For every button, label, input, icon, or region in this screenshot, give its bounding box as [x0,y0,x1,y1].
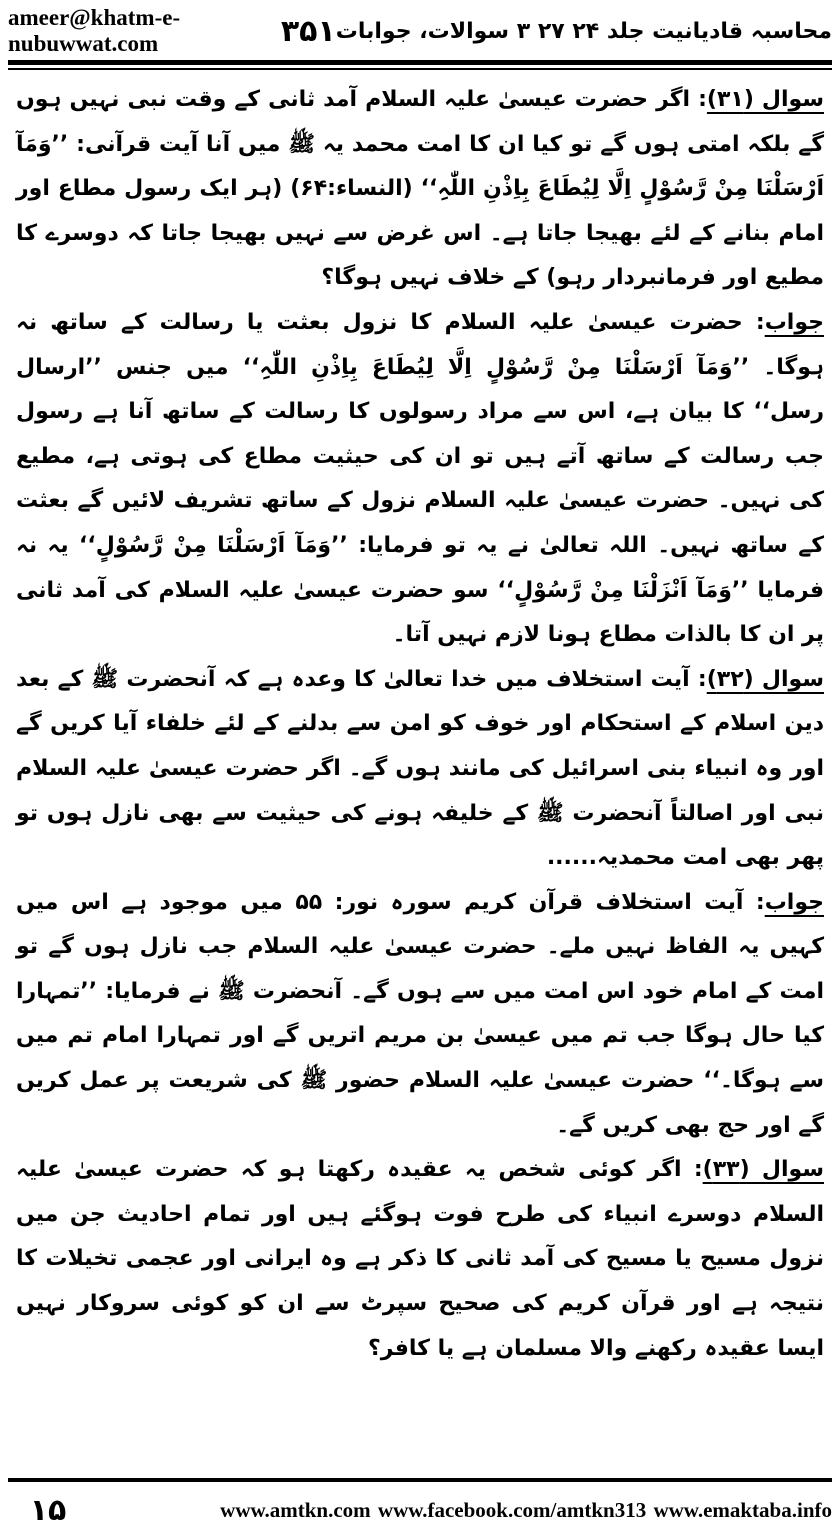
answer-text: : حضرت عیسیٰ علیہ السلام کا نزول بعثت یا رسالت کے ساتھ نہ ہوگا۔ ’’وَمَآ اَرْسَلْنَا مِنْ رَّسُوْلٍ اِلَّا لِیُطَاعَ بِاِذْنِ اللّٰہِ‘‘ میں جنس ’’ارسال رسل‘‘ کا بیان ہے، اس سے مراد رسولوں کا رسالت کے ساتھ آنا ہے رسول جب رسالت کے ساتھ آتے ہیں تو ان کی حیثیت مطاع کی ہوتی ہے، مطیع کی نہیں۔ حضرت عیسیٰ علیہ السلام نزول کے ساتھ تشریف لائیں گے بعثت کے ساتھ نہیں۔ اللہ تعالیٰ نے یہ تو فرمایا: ’’وَمَآ اَرْسَلْنَا مِنْ رَّسُوْلٍ‘‘ یہ نہ فرمایا ’’وَمَآ اَنْزَلْنَا مِنْ رَّسُوْلٍ‘‘ سو حضرت عیسیٰ علیہ السلام کی آمد ثانی پر ان کا بالذات مطاع ہونا لازم نہیں آتا۔ [16,309,824,648]
page-body [16,78,824,1371]
question-text: : آیت استخلاف میں خدا تعالیٰ کا وعدہ ہے کہ آنحضرت ﷺ کے بعد دین اسلام کے استحکام اور خوف کو امن سے بدلنے کے لئے خلفاء آیا کریں گے اور وہ انبیاء بنی اسرائیل کی مانند ہوں گے۔ اگر حضرت عیسیٰ علیہ السلام نبی اور اصالتاً آنحضرت ﷺ کے خلیفہ ہونے کی حیثیت سے بھی نازل ہوں تو پھر بھی امت محمدیہ...... [16,666,824,871]
question-32 [16,658,824,881]
answer-text: : آیت استخلاف قرآن کریم سورہ نور: ۵۵ میں موجود ہے اس میں کہیں یہ الفاظ نہیں ملے۔ حضرت عیسیٰ علیہ السلام جب نازل ہوں گے تو امت کے امام خود اس امت میں سے ہوں گے۔ آنحضرت ﷺ نے فرمایا: ’’تمہارا کیا حال ہوگا جب تم میں عیسیٰ بن مریم اتریں گے اور تمہارا امام تم میں سے ہوگا۔‘‘ حضرت عیسیٰ علیہ السلام حضور ﷺ کی شریعت پر عمل کریں گے اور حج بھی کریں گے۔ [16,889,824,1138]
question-text: : اگر حضرت عیسیٰ علیہ السلام آمد ثانی کے وقت نبی نہیں ہوں گے بلکہ امتی ہوں گے تو کیا ان کا امت محمد یہ ﷺ میں آنا آیت قرآنی: ’’وَمَآ اَرْسَلْنَا مِنْ رَّسُوْلٍ اِلَّا لِیُطَاعَ بِاِذْنِ اللّٰہِ‘‘ (النساء:۶۴) (ہر ایک رسول مطاع اور امام بنانے کے لئے بھیجا جاتا ہے۔ اس غرض سے نہیں بھیجا جاتا کہ دوسرے کا مطیع اور فرمانبردار رہو) کے خلاف نہیں ہوگا؟ [16,87,824,291]
answer-label: جواب [764,309,824,335]
answer-32 [16,881,824,1149]
footer-links[interactable]: www.amtkn.com www.facebook.com/amtkn313 www.emaktaba.info [220,1497,832,1522]
footer-page-number: ۱۵ [29,1492,67,1528]
header-book-title: محاسبہ قادیانیت جلد ۲۴ ۲۷ ۳ سوالات، جوابات [335,18,832,44]
question-31 [16,78,824,301]
header-rule-thick [8,60,832,65]
header-rule-thin [8,68,832,70]
page-footer [8,1488,832,1532]
question-label: سوال (۳۱) [706,87,824,112]
header-page-number: ۳۵۱ [280,13,336,49]
question-label: سوال (۳۳) [702,1157,824,1183]
question-text: : اگر کوئی شخص یہ عقیدہ رکھتا ہو کہ حضرت عیسیٰ علیہ السلام دوسرے انبیاء کی طرح فوت ہوگئے ہیں اور تمام احادیث جن میں نزول مسیح یا مسیح کی آمد ثانی کا ذکر ہے وہ ایرانی اور عجمی تخیلات کا نتیجہ ہے اور قرآن کریم کی صحیح سپرٹ سے ان کو کوئی سروکار نہیں ایسا عقیدہ رکھنے والا مسلمان ہے یا کافر؟ [16,1157,824,1361]
footer-rule [8,1478,832,1482]
header-email[interactable]: ameer@khatm-e-nubuwwat.com [8,5,181,56]
question-label: سوال (۳۲) [706,666,824,692]
page-header [8,6,832,56]
answer-31 [16,301,824,658]
question-33 [16,1148,824,1371]
answer-label: جواب [764,889,824,915]
